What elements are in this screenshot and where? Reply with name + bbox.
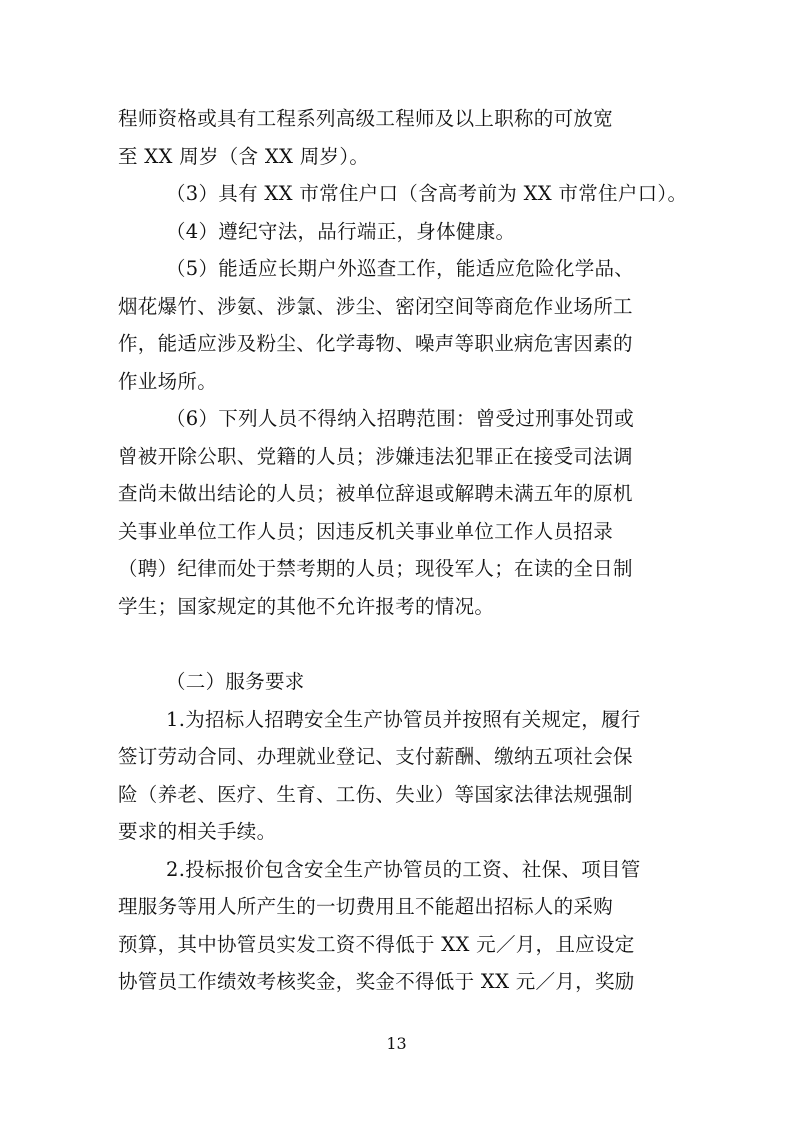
paragraph-line: （4）遵纪守法，品行端正，身体健康。: [166, 219, 516, 243]
paragraph-line: 要求的相关手续。: [118, 820, 277, 843]
paragraph-line: 险（养老、医疗、生育、工伤、失业）等国家法律法规强制: [118, 782, 633, 806]
paragraph-line: 协管员工作绩效考核奖金，奖金不得低于 XX 元／月，奖励: [118, 970, 635, 993]
paragraph-line: （6）下列人员不得纳入招聘范围：曾受过刑事处罚或: [166, 407, 635, 430]
paragraph-line: （5）能适应长期户外巡查工作，能适应危险化学品、: [166, 257, 635, 280]
paragraph-line: 程师资格或具有工程系列高级工程师及以上职称的可放宽: [118, 107, 614, 130]
document-body: [118, 100, 688, 1001]
paragraph-line: 签订劳动合同、办理就业登记、支付薪酬、缴纳五项社会保: [118, 745, 633, 768]
paragraph-line: 作，能适应涉及粉尘、化学毒物、噪声等职业病危害因素的: [118, 332, 633, 355]
paragraph-line: 学生；国家规定的其他不允许报考的情况。: [118, 594, 495, 618]
paragraph-line: 关事业单位工作人员；因违反机关事业单位工作人员招录: [118, 519, 614, 543]
paragraph-line: 作业场所。: [118, 369, 218, 393]
paragraph-line: 理服务等用人所产生的一切费用且不能超出招标人的采购: [118, 895, 614, 918]
paragraph-line: 至 XX 周岁（含 XX 周岁）。: [118, 144, 370, 168]
paragraph-line: 曾被开除公职、党籍的人员；涉嫌违法犯罪正在接受司法调: [118, 444, 633, 468]
paragraph-line: 预算，其中协管员实发工资不得低于 XX 元／月，且应设定: [118, 932, 635, 956]
paragraph-line: 查尚未做出结论的人员；被单位辞退或解聘未满五年的原机: [118, 482, 633, 505]
paragraph-line: 烟花爆竹、涉氨、涉氯、涉尘、密闭空间等商危作业场所工: [118, 294, 633, 318]
paragraph-line: 1.为招标人招聘安全生产协管员并按照有关规定，履行: [166, 707, 641, 731]
paragraph-line: （3）具有 XX 市常住户口（含高考前为 XX 市常住户口）。: [166, 182, 688, 205]
paragraph-line: 2.投标报价包含安全生产协管员的工资、社保、项目管: [166, 857, 641, 881]
page-number: 13: [386, 1034, 407, 1053]
section-gap: [118, 625, 678, 663]
paragraph-line: （聘）纪律而处于禁考期的人员；现役军人；在读的全日制: [118, 557, 633, 580]
section-heading: （二）服务要求: [166, 670, 305, 693]
